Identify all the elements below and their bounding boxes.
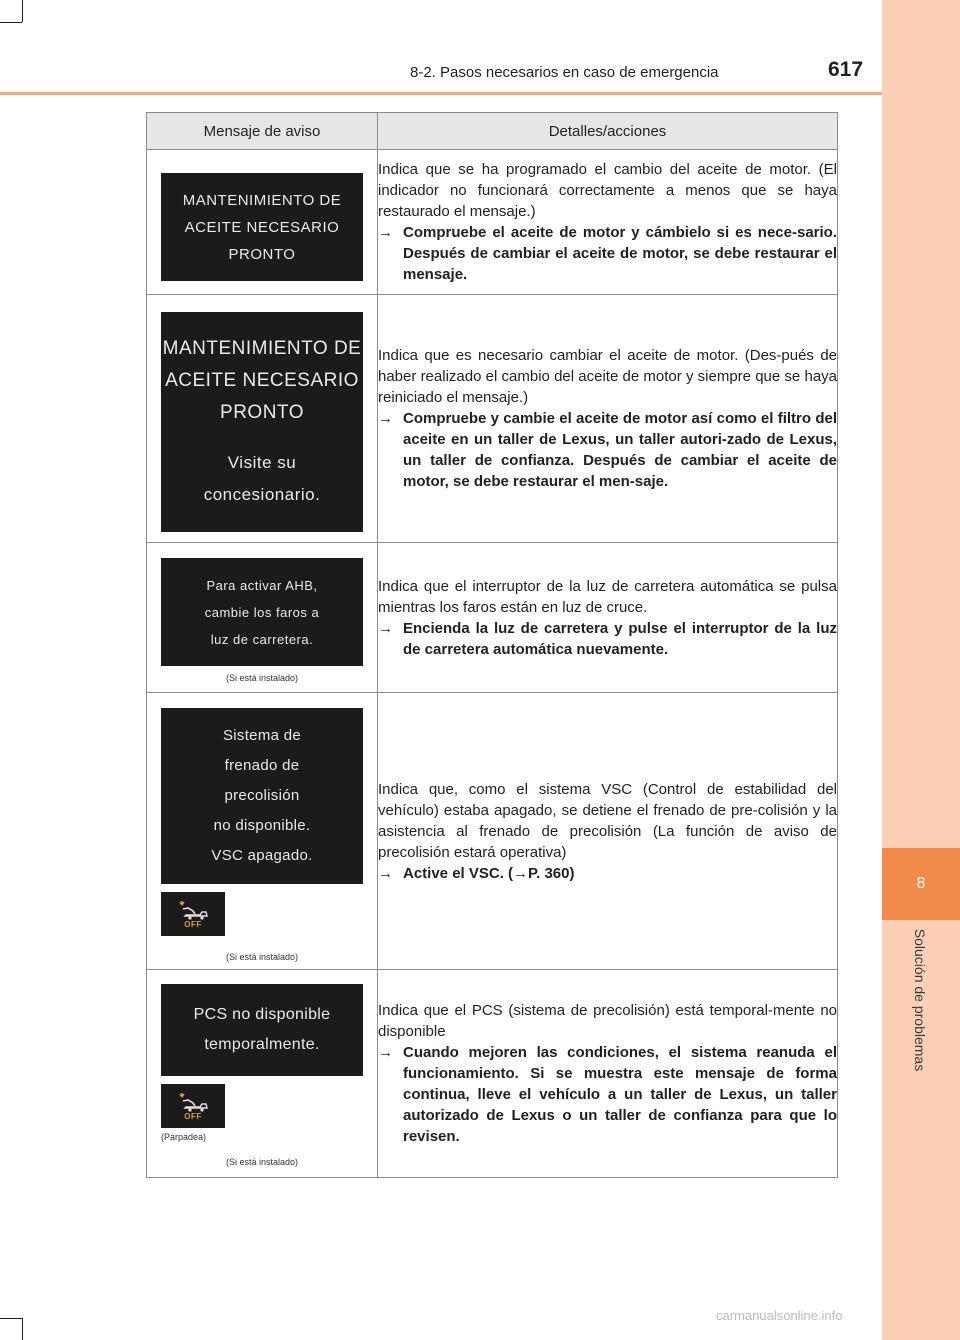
details-cell: [378, 970, 838, 1178]
crop-mark: [0, 1318, 22, 1319]
screen-line: ACEITE NECESARIO: [165, 370, 359, 391]
message-cell: [147, 543, 378, 693]
action-label: Active el VSC. (→P. 360): [403, 864, 575, 882]
description-text: Indica que, como el sistema VSC (Control de estabilidad del vehículo) estaba apagado, se detiene el frenado de pre-colisión y la asistencia al frenado de precolisión (La función de aviso de precolisión estará operativa): [378, 780, 837, 861]
screen-line: ACEITE NECESARIO: [184, 218, 340, 236]
arrow-icon: →: [378, 1044, 393, 1061]
arrow-icon: →: [378, 224, 393, 241]
details-cell: [378, 295, 838, 543]
arrow-icon: →: [378, 619, 393, 637]
description-text: Indica que se ha programado el cambio del aceite de motor. (El indicador no funcionará correctamente a menos que se haya restaurado el mensaje.): [378, 161, 837, 220]
message-cell: [147, 150, 378, 295]
section-title: 8-2. Pasos necesarios en caso de emergencia: [410, 64, 719, 81]
table-row: [147, 693, 838, 970]
action-text: [378, 222, 837, 285]
icon-off-label: OFF: [184, 920, 202, 929]
display-screen: [161, 708, 363, 884]
screen-line: precolisión: [224, 787, 300, 804]
display-screen: [161, 558, 363, 666]
screen-line: PRONTO: [220, 402, 304, 423]
blinking-note: (Parpadea): [161, 1132, 207, 1142]
screen-line: Sistema de: [222, 727, 302, 744]
screen-line: luz de carretera.: [210, 631, 314, 647]
column-header: Detalles/acciones: [378, 113, 838, 150]
pcs-off-icon: [161, 892, 225, 936]
screen-line: MANTENIMIENTO DE: [162, 338, 362, 359]
details-cell: [378, 693, 838, 970]
car-collision-icon: [176, 1091, 210, 1113]
screen-line: frenado de: [224, 757, 300, 774]
page-number: 617: [828, 58, 864, 81]
table-row: [147, 295, 838, 543]
screen-line: temporalmente.: [204, 1036, 320, 1053]
screen-line: cambie los faros a: [204, 604, 320, 620]
chapter-label: Solución de problemas: [912, 928, 928, 1072]
crop-mark: [22, 0, 23, 22]
action-label: Compruebe el aceite de motor y cámbielo si es nece-sario. Después de cambiar el aceite de motor, se debe restaurar el mensaje.: [403, 224, 837, 283]
chapter-side-tab: [882, 0, 960, 1340]
action-label: Compruebe y cambie el aceite de motor así como el filtro del aceite en un taller de Lexus, un taller autori-zado de Lexus, un taller de confianza. Después de cambiar el aceite de motor, se debe restaurar el men-saje.: [403, 410, 837, 490]
crop-mark: [22, 1318, 23, 1340]
details-cell: [378, 150, 838, 295]
pcs-off-icon: [161, 1084, 225, 1128]
screen-line: Visite su: [227, 453, 297, 472]
action-label: Cuando mejoren las condiciones, el sistema reanuda el funcionamiento. Si se muestra este mensaje de forma continua, lleve el vehículo a un taller de Lexus, un taller autorizado de Lexus o un taller de confianza para que lo revisen.: [403, 1044, 837, 1145]
message-cell: [147, 295, 378, 543]
icon-off-label: OFF: [184, 1112, 202, 1121]
arrow-icon: →: [378, 410, 393, 427]
message-cell: [147, 693, 378, 970]
installed-note: (Si está instalado): [225, 1157, 299, 1167]
warning-message-table: [146, 112, 838, 1178]
chapter-number-badge: 8: [882, 848, 960, 920]
car-collision-icon: [176, 899, 210, 921]
table-row: [147, 970, 838, 1178]
installed-note: (Si está instalado): [225, 673, 299, 683]
screen-line: PCS no disponible: [193, 1006, 331, 1023]
action-text: [378, 863, 837, 884]
screen-line: Para activar AHB,: [206, 577, 318, 593]
table-header-row: [147, 113, 838, 150]
details-cell: [378, 543, 838, 693]
display-screen: [161, 312, 363, 532]
description-text: Indica que el interruptor de la luz de carretera automática se pulsa mientras los faros están en luz de cruce.: [378, 577, 837, 616]
display-screen: [161, 173, 363, 281]
description-text: Indica que es necesario cambiar el aceite de motor. (Des-pués de haber realizado el cambio del aceite de motor y siempre que se haya reiniciado el mensaje.): [378, 347, 837, 406]
display-screen: [161, 984, 363, 1076]
screen-line: no disponible.: [213, 817, 311, 834]
watermark: carmanualsonline.info: [716, 1308, 843, 1323]
arrow-icon: →: [378, 864, 393, 882]
screen-line: MANTENIMIENTO DE: [182, 191, 342, 209]
column-header: Mensaje de aviso: [147, 113, 378, 150]
action-text: [378, 618, 837, 660]
header-rule: [0, 92, 882, 95]
table-row: [147, 150, 838, 295]
screen-line: PRONTO: [228, 245, 296, 263]
crop-mark: [0, 22, 22, 23]
screen-line: concesionario.: [203, 485, 321, 504]
action-text: [378, 1042, 837, 1147]
action-label: Encienda la luz de carretera y pulse el interruptor de la luz de carretera automática nuevamente.: [403, 619, 837, 658]
screen-line: VSC apagado.: [211, 847, 313, 864]
table-row: [147, 543, 838, 693]
action-text: [378, 408, 837, 492]
description-text: Indica que el PCS (sistema de precolisión) está temporal-mente no disponible: [378, 1002, 837, 1040]
installed-note: (Si está instalado): [225, 952, 299, 962]
message-cell: [147, 970, 378, 1178]
